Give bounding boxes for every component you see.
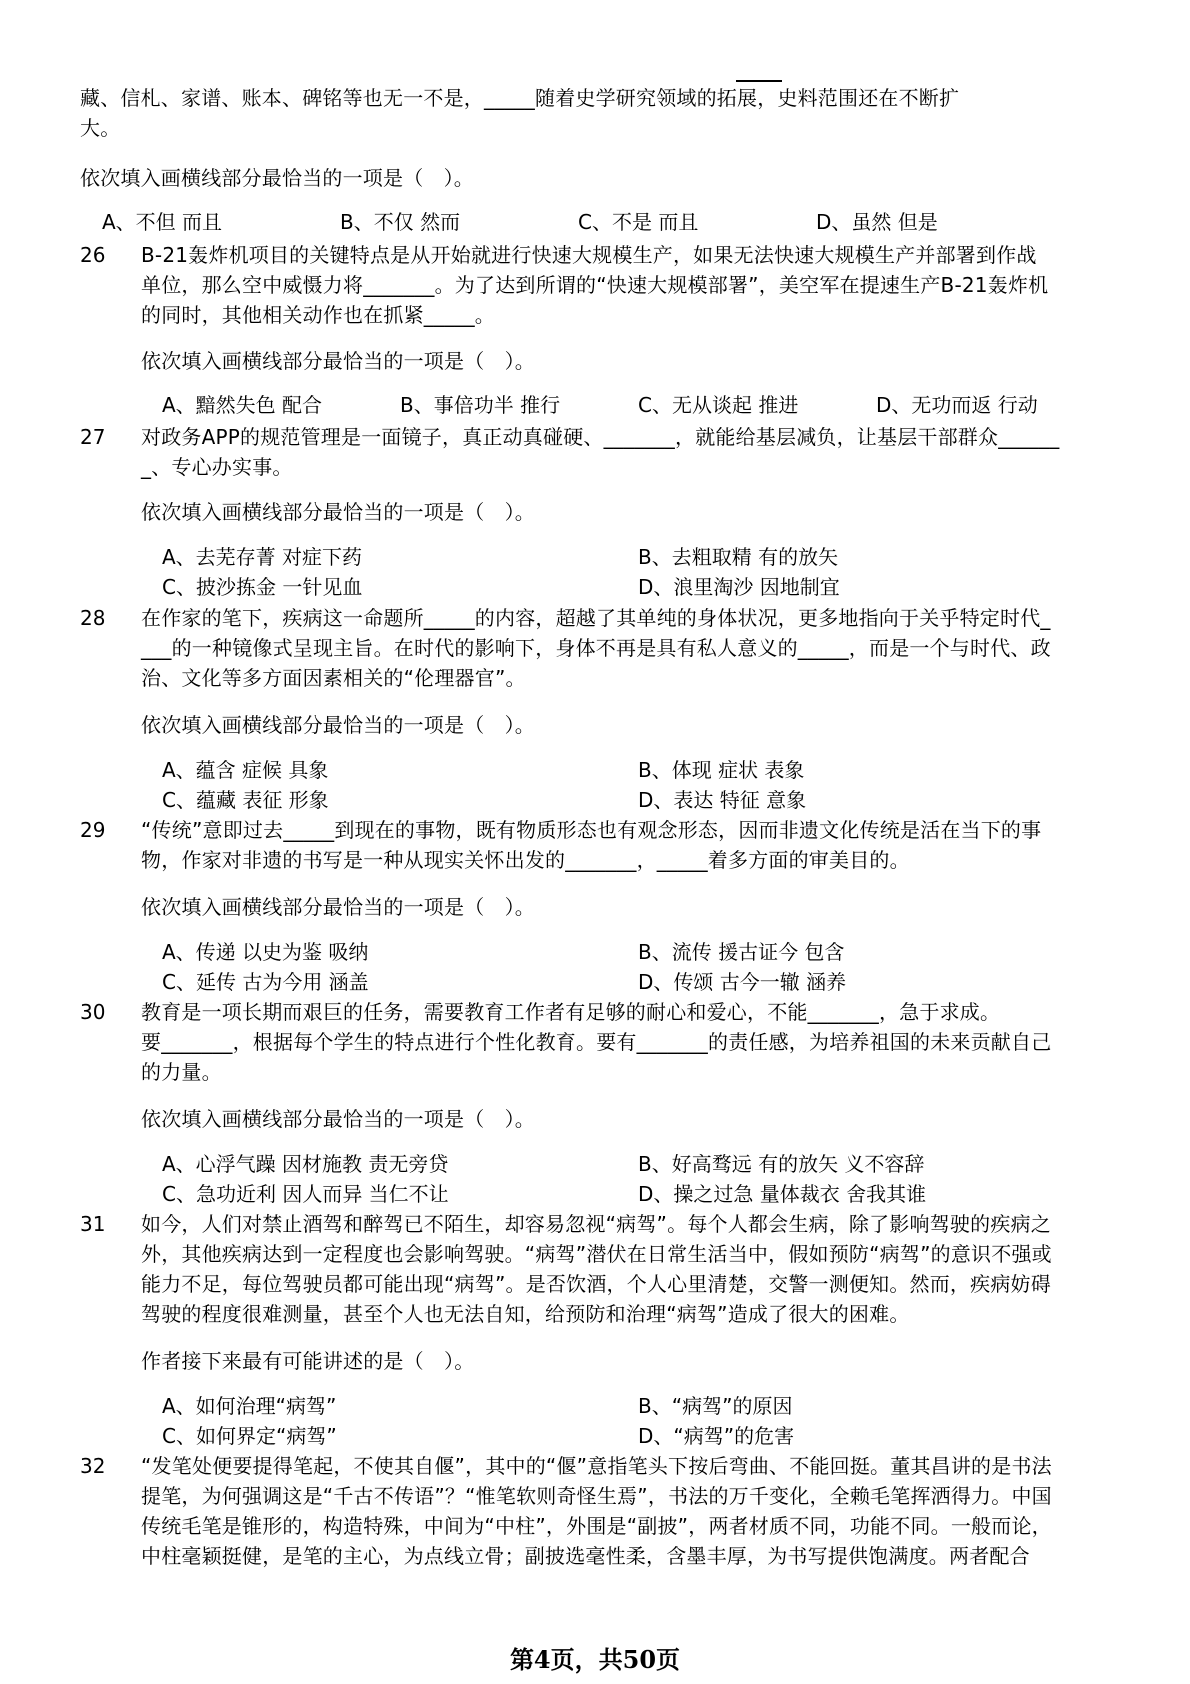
question-text-line: B-21轰炸机项目的关键特点是从开始就进行快速大规模生产，如果无法快速大规模生产并部署到作战 xyxy=(141,243,1037,267)
option-b: B、事倍功半 推行 xyxy=(400,393,561,417)
option-c: C、如何界定“病驾” xyxy=(162,1424,337,1448)
option-a: A、去芜存菁 对症下药 xyxy=(162,545,363,569)
question-prompt: 作者接下来最有可能讲述的是（ ）。 xyxy=(141,1349,475,1373)
question-number: 30 xyxy=(80,1000,106,1024)
intro-option-c: C、不是 而且 xyxy=(578,210,699,234)
question-prompt: 依次填入画横线部分最恰当的一项是（ ）。 xyxy=(141,349,535,373)
question-text-line: 传统毛笔是锥形的，构造特殊，中间为“中柱”，外围是“副披”，两者材质不同，功能不同。一般而论， xyxy=(141,1514,1052,1538)
option-d: D、操之过急 量体裁衣 舍我其谁 xyxy=(638,1182,927,1206)
option-d: D、浪里淘沙 因地制宜 xyxy=(638,575,840,599)
option-a: A、蕴含 症候 具象 xyxy=(162,758,329,782)
question-text-line: 提笔，为何强调这是“千古不传语”？“惟笔软则奇怪生焉”，书法的万千变化，全赖毛笔挥洒得力。中国 xyxy=(141,1484,1052,1508)
option-b: B、“病驾”的原因 xyxy=(638,1394,793,1418)
question-text-line: 能力不足，每位驾驶员都可能出现“病驾”。是否饮酒，个人心里清楚，交警一测便知。然而，疾病妨碍 xyxy=(141,1272,1051,1296)
intro-line-2: 大。 xyxy=(80,116,121,140)
question-text-line: “传统”意即过去_____到现在的事物，既有物质形态也有观念形态，因而非遗文化传统是活在当下的事 xyxy=(141,818,1042,842)
option-a: A、黯然失色 配合 xyxy=(162,393,323,417)
question-prompt: 依次填入画横线部分最恰当的一项是（ ）。 xyxy=(141,713,535,737)
question-text-line: “发笔处便要提得笔起，不使其自偃”，其中的“偃”意指笔头下按后弯曲、不能回挺。董其昌讲的是书法 xyxy=(141,1454,1052,1478)
question-text-line: ___的一种镜像式呈现主旨。在时代的影响下，身体不再是具有私人意义的_____，而是一个与时代、政 xyxy=(141,636,1051,660)
question-text-line: 如今，人们对禁止酒驾和醉驾已不陌生，却容易忽视“病驾”。每个人都会生病，除了影响驾驶的疾病之 xyxy=(141,1212,1051,1236)
option-b: B、去粗取精 有的放矢 xyxy=(638,545,839,569)
option-d: D、无功而返 行动 xyxy=(876,393,1038,417)
option-b: B、体现 症状 表象 xyxy=(638,758,805,782)
option-b: B、流传 援古证今 包含 xyxy=(638,940,845,964)
question-number: 32 xyxy=(80,1454,106,1478)
question-text-line: 的同时，其他相关动作也在抓紧_____。 xyxy=(141,303,495,327)
question-text-line: 教育是一项长期而艰巨的任务，需要教育工作者有足够的耐心和爱心，不能_______，急于求成。 xyxy=(141,1000,1001,1024)
question-number: 26 xyxy=(80,243,106,267)
question-text-line: 中柱毫颖挺健，是笔的主心，为点线立骨；副披选毫性柔，含墨丰厚，为书写提供饱满度。两者配合 xyxy=(141,1544,1030,1568)
question-text-line: 外，其他疾病达到一定程度也会影响驾驶。“病驾”潜伏在日常生活当中，假如预防“病驾”的意识不强或 xyxy=(141,1242,1052,1266)
question-prompt: 依次填入画横线部分最恰当的一项是（ ）。 xyxy=(141,895,535,919)
question-text-line: 物，作家对非遗的书写是一种从现实关怀出发的_______，_____着多方面的审美目的。 xyxy=(141,848,910,872)
question-text-line: 驾驶的程度很难测量，甚至个人也无法自知，给预防和治理“病驾”造成了很大的困难。 xyxy=(141,1302,910,1326)
intro-option-d: D、虽然 但是 xyxy=(816,210,938,234)
option-c: C、延传 古为今用 涵盖 xyxy=(162,970,369,994)
intro-prompt: 依次填入画横线部分最恰当的一项是（ ）。 xyxy=(80,166,474,190)
blank-underline xyxy=(736,80,782,82)
option-d: D、“病驾”的危害 xyxy=(638,1424,795,1448)
question-prompt: 依次填入画横线部分最恰当的一项是（ ）。 xyxy=(141,500,535,524)
question-text-line: 对政务APP的规范管理是一面镜子，真正动真碰硬、_______，就能给基层减负，让基层干部群众______ xyxy=(141,425,1060,449)
question-text-line: 在作家的笔下，疾病这一命题所_____的内容，超越了其单纯的身体状况，更多地指向于关乎特定时代_ xyxy=(141,606,1051,630)
page-footer: 第4页，共50页 xyxy=(509,1645,681,1674)
option-c: C、蕴藏 表征 形象 xyxy=(162,788,329,812)
option-c: C、无从谈起 推进 xyxy=(638,393,799,417)
question-text-line: _、专心办实事。 xyxy=(141,455,293,479)
question-number: 28 xyxy=(80,606,106,630)
option-d: D、表达 特征 意象 xyxy=(638,788,807,812)
option-b: B、好高骛远 有的放矢 义不容辞 xyxy=(638,1152,925,1176)
question-number: 29 xyxy=(80,818,106,842)
question-text-line: 的力量。 xyxy=(141,1060,222,1084)
question-text-line: 治、文化等多方面因素相关的“伦理器官”。 xyxy=(141,666,526,690)
question-number: 31 xyxy=(80,1212,106,1236)
intro-option-b: B、不仅 然而 xyxy=(340,210,461,234)
question-text-line: 单位，那么空中威慑力将_______。为了达到所谓的“快速大规模部署”，美空军在提速生产B-21轰炸机 xyxy=(141,273,1049,297)
option-c: C、披沙拣金 一针见血 xyxy=(162,575,363,599)
question-prompt: 依次填入画横线部分最恰当的一项是（ ）。 xyxy=(141,1107,535,1131)
question-number: 27 xyxy=(80,425,106,449)
option-c: C、急功近利 因人而异 当仁不让 xyxy=(162,1182,449,1206)
option-a: A、传递 以史为鉴 吸纳 xyxy=(162,940,369,964)
option-d: D、传颂 古今一辙 涵养 xyxy=(638,970,847,994)
intro-option-a: A、不但 而且 xyxy=(102,210,223,234)
option-a: A、如何治理“病驾” xyxy=(162,1394,337,1418)
question-text-line: 要_______，根据每个学生的特点进行个性化教育。要有_______的责任感，为培养祖国的未来贡献自己 xyxy=(141,1030,1052,1054)
intro-line-1: 藏、信札、家谱、账本、碑铭等也无一不是，_____随着史学研究领域的拓展，史料范围还在不断扩 xyxy=(80,86,960,110)
option-a: A、心浮气躁 因材施教 责无旁贷 xyxy=(162,1152,449,1176)
